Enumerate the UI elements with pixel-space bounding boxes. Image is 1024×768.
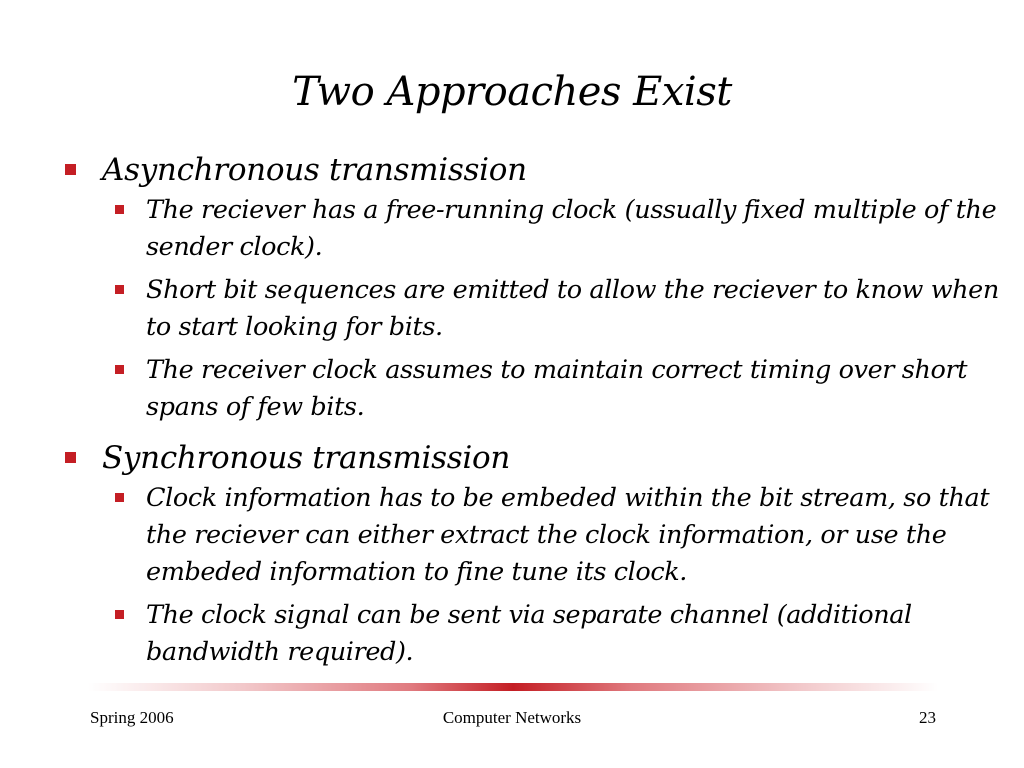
page-number: 23 <box>919 708 936 727</box>
footer-course: Computer Networks <box>442 708 582 727</box>
square-bullet-icon <box>115 365 124 374</box>
section-heading: Asynchronous transmission <box>102 152 527 188</box>
square-bullet-icon <box>115 205 124 214</box>
sub-bullet <box>60 352 1020 426</box>
sub-bullet-list <box>60 480 1020 671</box>
sub-bullet <box>60 480 1020 591</box>
sub-bullet <box>60 597 1020 671</box>
footer-divider <box>88 683 938 691</box>
section-heading: Synchronous transmission <box>102 440 510 476</box>
bullet-asynchronous <box>60 150 1020 190</box>
sub-bullet-text: The reciever has a free-running clock (ussually fixed multiple of the sender clock). <box>146 195 997 262</box>
sub-bullet-list <box>60 192 1020 426</box>
footer-date: Spring 2006 <box>90 708 174 727</box>
sub-bullet-text: The clock signal can be sent via separate channel (additional bandwidth required). <box>146 600 912 667</box>
sub-bullet-text: Clock information has to be embeded within the bit stream, so that the reciever can either extract the clock information, or use the embeded information to fine tune its clock. <box>146 483 990 587</box>
sub-bullet-text: Short bit sequences are emitted to allow the reciever to know when to start looking for bits. <box>146 275 999 342</box>
square-bullet-icon <box>115 493 124 502</box>
slide-body <box>60 150 1020 679</box>
sub-bullet-text: The receiver clock assumes to maintain correct timing over short spans of few bits. <box>146 355 968 422</box>
sub-bullet <box>60 192 1020 266</box>
square-bullet-icon <box>115 285 124 294</box>
square-bullet-icon <box>115 610 124 619</box>
square-bullet-icon <box>65 164 76 175</box>
slide-title: Two Approaches Exist <box>292 69 732 115</box>
square-bullet-icon <box>65 452 76 463</box>
sub-bullet <box>60 272 1020 346</box>
bullet-synchronous <box>60 438 1020 478</box>
